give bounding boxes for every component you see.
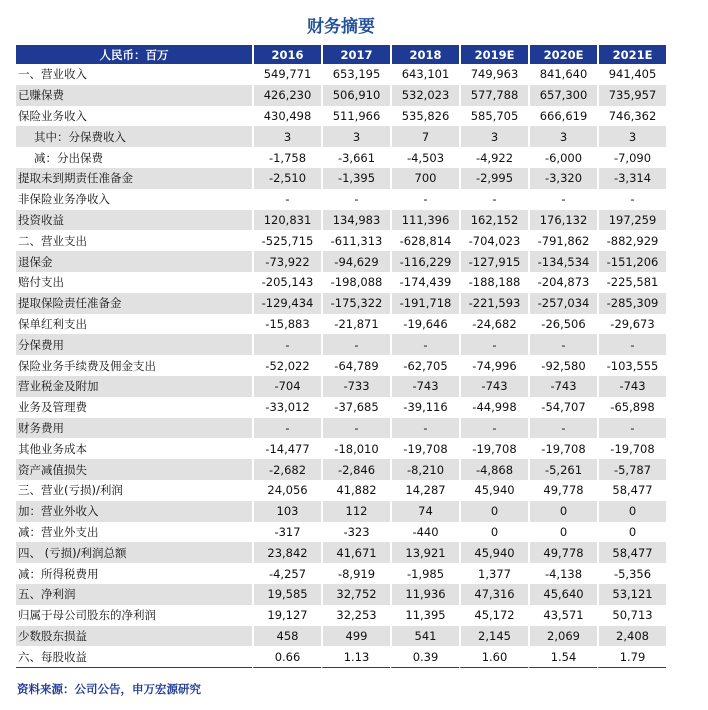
cell-value: 735,957 (597, 85, 666, 106)
row-label: 二、营业支出 (18, 233, 87, 248)
cell-value: 176,132 (528, 210, 597, 231)
row-label: 其他业务成本 (18, 441, 87, 456)
cell-value: -4,503 (390, 147, 459, 168)
cell-value: 506,910 (321, 85, 390, 106)
table-row (16, 334, 666, 355)
table-row (16, 251, 666, 272)
cell-value: -285,309 (597, 293, 666, 314)
cell-value: - (252, 418, 321, 439)
row-label: 减：分出保费 (34, 150, 103, 165)
cell-value: - (459, 334, 528, 355)
cell-value: -4,922 (459, 147, 528, 168)
cell-value: -73,922 (252, 251, 321, 272)
header-year: 2016 (252, 45, 321, 64)
cell-value: -882,929 (597, 230, 666, 251)
header-year: 2017 (321, 45, 390, 64)
cell-value: - (459, 418, 528, 439)
source-note: 资料来源：公司公告，申万宏源研究 (17, 682, 201, 696)
row-label: 少数股东损益 (16, 626, 252, 647)
cell-value: 535,826 (390, 106, 459, 127)
cell-value: -2,995 (459, 168, 528, 189)
cell-value: -5,261 (528, 459, 597, 480)
cell-value: 43,571 (528, 605, 597, 626)
table-row (16, 376, 666, 397)
cell-value: 32,752 (321, 584, 390, 605)
header-currency-unit: 人民币：百万 (16, 45, 252, 64)
row-label: 分保费用 (16, 334, 252, 355)
cell-value: -103,555 (597, 355, 666, 376)
cell-value: - (528, 189, 597, 210)
table-row (16, 189, 666, 210)
table-row (16, 646, 666, 668)
cell-value: 541 (390, 626, 459, 647)
cell-value: 3 (252, 126, 321, 147)
cell-value: -74,996 (459, 355, 528, 376)
cell-value: -743 (597, 376, 666, 397)
table-row (16, 293, 666, 314)
cell-value: -188,188 (459, 272, 528, 293)
cell-value: 3 (597, 126, 666, 147)
cell-value: 3 (321, 126, 390, 147)
cell-value: 430,498 (252, 106, 321, 127)
cell-value: 74 (390, 501, 459, 522)
cell-value: 499 (321, 626, 390, 647)
cell-value: - (597, 334, 666, 355)
cell-value: -151,206 (597, 251, 666, 272)
cell-value: -628,814 (390, 230, 459, 251)
cell-value: -2,846 (321, 459, 390, 480)
cell-value: -94,629 (321, 251, 390, 272)
cell-value: -3,661 (321, 147, 390, 168)
cell-value: -19,708 (459, 438, 528, 459)
cell-value: 1.54 (528, 646, 597, 668)
table-row (16, 584, 666, 605)
cell-value: -92,580 (528, 355, 597, 376)
cell-value: 577,788 (459, 85, 528, 106)
cell-value: -525,715 (252, 230, 321, 251)
cell-value: -54,707 (528, 397, 597, 418)
cell-value: -4,868 (459, 459, 528, 480)
cell-value: -733 (321, 376, 390, 397)
cell-value: -5,787 (597, 459, 666, 480)
table-row (16, 605, 666, 626)
cell-value: 53,121 (597, 584, 666, 605)
cell-value: -52,022 (252, 355, 321, 376)
cell-value: -116,229 (390, 251, 459, 272)
cell-value: 3 (528, 126, 597, 147)
row-label: 业务及管理费 (18, 400, 87, 415)
row-label: 六、每股收益 (16, 646, 252, 668)
cell-value: -205,143 (252, 272, 321, 293)
cell-value: 19,585 (252, 584, 321, 605)
header-year: 2020E (528, 45, 597, 64)
table-row (16, 168, 666, 189)
cell-value: 45,640 (528, 584, 597, 605)
cell-value: 112 (321, 501, 390, 522)
cell-value: 749,963 (459, 64, 528, 85)
cell-value: 1.79 (597, 646, 666, 668)
table-row (16, 626, 666, 647)
row-label: 退保金 (16, 251, 252, 272)
cell-value: -7,090 (597, 147, 666, 168)
cell-value: -204,873 (528, 272, 597, 293)
cell-value: -1,395 (321, 168, 390, 189)
row-label: 减：营业外支出 (18, 524, 99, 539)
cell-value: -2,510 (252, 168, 321, 189)
cell-value: - (252, 334, 321, 355)
table-row (16, 85, 666, 106)
row-label: 其中：分保费收入 (16, 126, 252, 147)
page-title: 财务摘要 (307, 17, 375, 37)
cell-value: 458 (252, 626, 321, 647)
cell-value: 111,396 (390, 210, 459, 231)
cell-value: 162,152 (459, 210, 528, 231)
cell-value: 0 (528, 501, 597, 522)
table-row (16, 147, 666, 168)
table-row (16, 542, 666, 563)
cell-value: -323 (321, 522, 390, 543)
cell-value: 657,300 (528, 85, 597, 106)
cell-value: 2,145 (459, 626, 528, 647)
cell-value: -129,434 (252, 293, 321, 314)
cell-value: 643,101 (390, 64, 459, 85)
row-label: 一、营业收入 (18, 67, 87, 82)
cell-value: -26,506 (528, 314, 597, 335)
cell-value: 841,640 (528, 64, 597, 85)
cell-value: 58,477 (597, 542, 666, 563)
cell-value: - (597, 418, 666, 439)
cell-value: -33,012 (252, 397, 321, 418)
cell-value: 666,619 (528, 106, 597, 127)
header-year: 2019E (459, 45, 528, 64)
cell-value: 0.39 (390, 646, 459, 668)
row-label: 赔付支出 (18, 275, 64, 290)
cell-value: -1,985 (390, 563, 459, 584)
cell-value: 47,316 (459, 584, 528, 605)
cell-value: -198,088 (321, 272, 390, 293)
cell-value: -64,789 (321, 355, 390, 376)
cell-value: -174,439 (390, 272, 459, 293)
table-row (16, 480, 666, 501)
cell-value: 1.13 (321, 646, 390, 668)
cell-value: -3,314 (597, 168, 666, 189)
cell-value: 653,195 (321, 64, 390, 85)
cell-value: 0 (459, 501, 528, 522)
header-year: 2021E (597, 45, 666, 64)
cell-value: 120,831 (252, 210, 321, 231)
cell-value: 0 (459, 522, 528, 543)
cell-value: -704 (252, 376, 321, 397)
cell-value: 103 (252, 501, 321, 522)
cell-value: 45,940 (459, 480, 528, 501)
table-row (16, 64, 666, 85)
cell-value: -5,356 (597, 563, 666, 584)
cell-value: 7 (390, 126, 459, 147)
row-label: 财务费用 (16, 418, 252, 439)
table-row (16, 210, 666, 231)
cell-value: -175,322 (321, 293, 390, 314)
row-label: 提取保险责任准备金 (16, 293, 252, 314)
cell-value: 23,842 (252, 542, 321, 563)
table-header-row (16, 45, 666, 64)
table-row (16, 438, 666, 459)
cell-value: -4,138 (528, 563, 597, 584)
cell-value: -18,010 (321, 438, 390, 459)
cell-value: - (321, 334, 390, 355)
cell-value: 426,230 (252, 85, 321, 106)
cell-value: - (252, 189, 321, 210)
cell-value: -743 (390, 376, 459, 397)
cell-value: -15,883 (252, 314, 321, 335)
table-row (16, 459, 666, 480)
cell-value: 134,983 (321, 210, 390, 231)
row-label: 归属于母公司股东的净利润 (18, 608, 156, 623)
cell-value: 0 (597, 522, 666, 543)
cell-value: 11,395 (390, 605, 459, 626)
table-row (16, 355, 666, 376)
cell-value: - (459, 189, 528, 210)
cell-value: -19,708 (597, 438, 666, 459)
cell-value: 1.60 (459, 646, 528, 668)
cell-value: -611,313 (321, 230, 390, 251)
table-row (16, 418, 666, 439)
cell-value: -8,919 (321, 563, 390, 584)
cell-value: 14,287 (390, 480, 459, 501)
cell-value: -19,708 (390, 438, 459, 459)
row-label: 营业税金及附加 (16, 376, 252, 397)
cell-value: -791,862 (528, 230, 597, 251)
cell-value: 197,259 (597, 210, 666, 231)
cell-value: -29,673 (597, 314, 666, 335)
cell-value: 41,671 (321, 542, 390, 563)
financial-summary-table (16, 45, 666, 668)
row-label: 三、营业(亏损)/利润 (18, 483, 123, 498)
cell-value: -24,682 (459, 314, 528, 335)
cell-value: -4,257 (252, 563, 321, 584)
cell-value: -127,915 (459, 251, 528, 272)
cell-value: 532,023 (390, 85, 459, 106)
cell-value: 0.66 (252, 646, 321, 668)
cell-value: 746,362 (597, 106, 666, 127)
row-label: 资产减值损失 (16, 459, 252, 480)
cell-value: 50,713 (597, 605, 666, 626)
cell-value: - (321, 189, 390, 210)
cell-value: 45,940 (459, 542, 528, 563)
row-label: 保险业务收入 (18, 108, 87, 123)
table-row (16, 230, 666, 251)
cell-value: -8,210 (390, 459, 459, 480)
row-label: 保单红利支出 (18, 316, 87, 331)
cell-value: -14,477 (252, 438, 321, 459)
cell-value: -743 (528, 376, 597, 397)
table-row (16, 563, 666, 584)
cell-value: 2,069 (528, 626, 597, 647)
row-label: 减：所得税费用 (18, 566, 99, 581)
cell-value: -257,034 (528, 293, 597, 314)
cell-value: 0 (597, 501, 666, 522)
cell-value: -225,581 (597, 272, 666, 293)
cell-value: - (321, 418, 390, 439)
cell-value: 0 (528, 522, 597, 543)
cell-value: 45,172 (459, 605, 528, 626)
table-row (16, 522, 666, 543)
cell-value: -21,871 (321, 314, 390, 335)
cell-value: 41,882 (321, 480, 390, 501)
cell-value: -3,320 (528, 168, 597, 189)
row-label: 五、净利润 (16, 584, 252, 605)
cell-value: -62,705 (390, 355, 459, 376)
table-row (16, 397, 666, 418)
cell-value: -191,718 (390, 293, 459, 314)
row-label: 保险业务手续费及佣金支出 (18, 358, 156, 373)
cell-value: -6,000 (528, 147, 597, 168)
cell-value: 700 (390, 168, 459, 189)
cell-value: 11,936 (390, 584, 459, 605)
cell-value: 13,921 (390, 542, 459, 563)
cell-value: 19,127 (252, 605, 321, 626)
cell-value: 3 (459, 126, 528, 147)
cell-value: -44,998 (459, 397, 528, 418)
cell-value: 32,253 (321, 605, 390, 626)
cell-value: -39,116 (390, 397, 459, 418)
cell-value: - (390, 189, 459, 210)
header-year: 2018 (390, 45, 459, 64)
row-label: 已赚保费 (16, 85, 252, 106)
cell-value: -134,534 (528, 251, 597, 272)
cell-value: - (390, 334, 459, 355)
table-row (16, 126, 666, 147)
cell-value: 549,771 (252, 64, 321, 85)
cell-value: 1,377 (459, 563, 528, 584)
cell-value: -317 (252, 522, 321, 543)
cell-value: 49,778 (528, 542, 597, 563)
row-label: 加：营业外收入 (16, 501, 252, 522)
cell-value: 511,966 (321, 106, 390, 127)
cell-value: -19,646 (390, 314, 459, 335)
row-label: 投资收益 (16, 210, 252, 231)
cell-value: - (390, 418, 459, 439)
cell-value: 2,408 (597, 626, 666, 647)
cell-value: - (597, 189, 666, 210)
cell-value: 49,778 (528, 480, 597, 501)
cell-value: -704,023 (459, 230, 528, 251)
table-row (16, 314, 666, 335)
cell-value: 585,705 (459, 106, 528, 127)
cell-value: -440 (390, 522, 459, 543)
cell-value: -19,708 (528, 438, 597, 459)
cell-value: - (528, 418, 597, 439)
table-row (16, 106, 666, 127)
cell-value: -2,682 (252, 459, 321, 480)
cell-value: 941,405 (597, 64, 666, 85)
cell-value: -65,898 (597, 397, 666, 418)
table-row (16, 272, 666, 293)
cell-value: - (528, 334, 597, 355)
cell-value: -37,685 (321, 397, 390, 418)
table-row (16, 501, 666, 522)
cell-value: 24,056 (252, 480, 321, 501)
cell-value: -1,758 (252, 147, 321, 168)
cell-value: -221,593 (459, 293, 528, 314)
cell-value: 58,477 (597, 480, 666, 501)
cell-value: -743 (459, 376, 528, 397)
row-label: 非保险业务净收入 (18, 192, 110, 207)
row-label: 四、 (亏损)/利润总额 (16, 542, 252, 563)
row-label: 提取未到期责任准备金 (16, 168, 252, 189)
